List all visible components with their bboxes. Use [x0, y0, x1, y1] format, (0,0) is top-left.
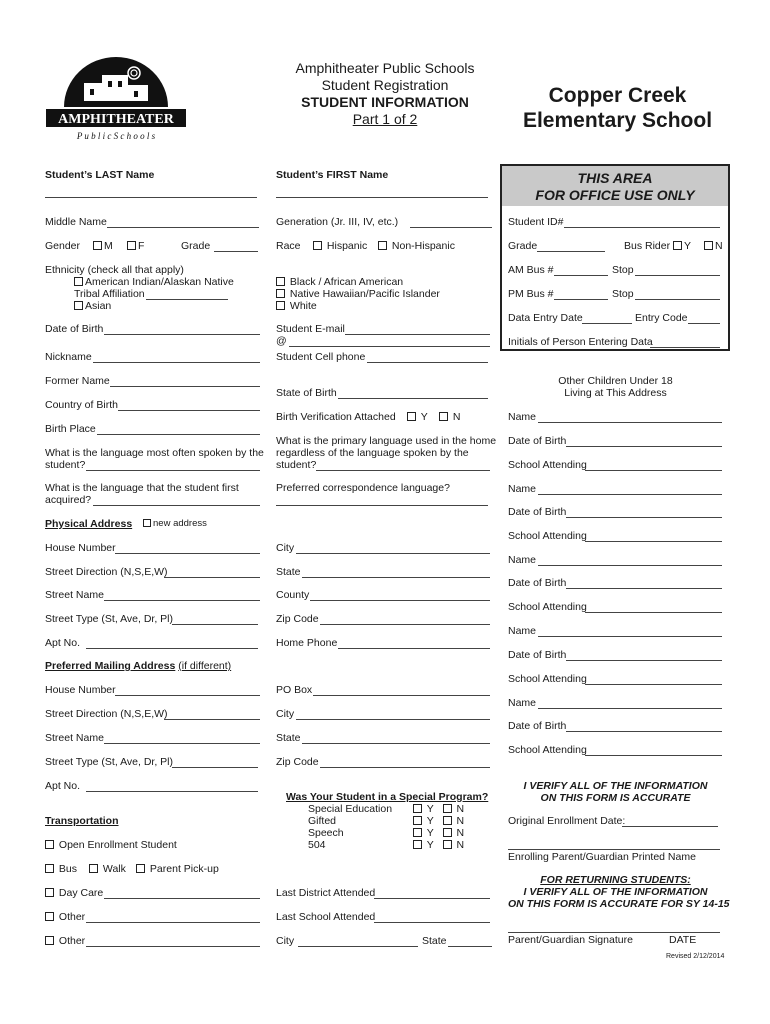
email-at: @	[276, 335, 287, 347]
child1-name-label: Name	[508, 411, 537, 423]
speech-no-checkbox[interactable]	[443, 828, 452, 837]
city-label: City	[276, 542, 295, 554]
school-name-line1: Copper Creek	[548, 84, 687, 107]
ethnicity-label: Ethnicity (check all that apply)	[45, 264, 184, 276]
child1-dob-input[interactable]	[566, 446, 722, 447]
child5-school-label: School Attending	[508, 744, 587, 756]
child5-dob-label: Date of Birth	[508, 720, 567, 732]
nickname-input[interactable]	[93, 362, 260, 363]
child2-dob-label: Date of Birth	[508, 506, 567, 518]
child1-school-input[interactable]	[585, 470, 722, 471]
program-special-ed: Special Education	[308, 803, 393, 815]
other-children-heading-1: Other Children Under 18	[558, 375, 673, 387]
asian-checkbox[interactable]	[74, 301, 83, 310]
gender-m-checkbox[interactable]	[93, 241, 102, 250]
physical-address-heading: Physical Address	[45, 518, 133, 530]
gifted-yes-checkbox[interactable]	[413, 816, 422, 825]
signature-date-label: DATE	[669, 934, 697, 946]
child3-dob-label: Date of Birth	[508, 577, 567, 589]
po-box-input[interactable]	[313, 695, 490, 696]
language-spoken-label-1: What is the language most often spoken by the	[45, 447, 264, 459]
mail-city-label: City	[276, 708, 295, 720]
language-first-label-1: What is the language that the student first	[45, 482, 239, 494]
gender-field: Gender	[45, 240, 81, 252]
form-title: STUDENT INFORMATION	[301, 94, 469, 110]
race-label: Race	[276, 240, 301, 252]
last-name-label: Student’s LAST Name	[45, 169, 155, 181]
parent-pickup-checkbox[interactable]	[136, 864, 145, 873]
gender-f: F	[127, 240, 144, 252]
country-of-birth-label: Country of Birth	[45, 399, 118, 411]
former-name-label: Former Name	[45, 375, 110, 387]
child1-name-input[interactable]	[538, 422, 722, 423]
pm-bus-line	[554, 299, 608, 300]
tribal-affiliation-label: Tribal Affiliation	[74, 288, 145, 300]
american-indian-option: American Indian/Alaskan Native	[74, 276, 234, 288]
verify-heading-2: ON THIS FORM IS ACCURATE	[540, 792, 691, 804]
child4-school-label: School Attending	[508, 673, 587, 685]
day-care-option: Day Care	[45, 887, 103, 899]
cell-phone-label: Student Cell phone	[276, 351, 366, 363]
tribal-affiliation-input[interactable]	[146, 299, 228, 300]
mail-street-type-label: Street Type (St, Ave, Dr, Pl)	[45, 756, 173, 768]
county-label: County	[276, 589, 310, 601]
street-direction-label: Street Direction (N,S,E,W)	[45, 566, 168, 578]
office-grade-label: Grade	[508, 240, 538, 252]
child4-dob-label: Date of Birth	[508, 649, 567, 661]
child2-school-input[interactable]	[585, 541, 722, 542]
birth-place-input[interactable]	[97, 434, 260, 435]
bus-rider-field: Bus Rider Y	[624, 240, 692, 252]
language-first-input[interactable]	[93, 505, 260, 506]
language-spoken-label-2: student?	[45, 459, 86, 471]
birth-verification-label: Birth Verification Attached	[276, 411, 396, 423]
last-state-input[interactable]	[448, 946, 492, 947]
mail-street-name-label: Street Name	[45, 732, 104, 744]
walk-option: Walk	[89, 863, 126, 875]
child2-name-label: Name	[508, 483, 537, 495]
dob-input[interactable]	[104, 334, 260, 335]
last-city-label: City	[276, 935, 295, 947]
logo-subtitle: P u b l i c S c h o o l s	[76, 131, 156, 141]
entry-code-label: Entry Code	[635, 312, 688, 324]
mail-apt-no-label: Apt No.	[45, 780, 81, 792]
county-input[interactable]	[310, 600, 490, 601]
entry-code-line	[688, 323, 720, 324]
correspondence-input[interactable]	[276, 505, 488, 506]
signature-input[interactable]	[508, 932, 720, 933]
middle-name-label: Middle Name	[45, 216, 107, 228]
district-name: Amphitheater Public Schools	[295, 60, 475, 76]
pm-bus-label: PM Bus #	[508, 288, 554, 300]
gender-f-checkbox[interactable]	[127, 241, 136, 250]
street-name-input[interactable]	[104, 600, 260, 601]
enrolling-parent-label: Enrolling Parent/Guardian Printed Name	[508, 851, 696, 863]
other-input-1[interactable]	[86, 922, 260, 923]
home-phone-input[interactable]	[338, 648, 490, 649]
signature-label: Parent/Guardian Signature	[508, 934, 633, 946]
preferred-mailing-heading: Preferred Mailing Address (if different)	[45, 660, 232, 672]
birth-verification-yes: Y	[407, 411, 428, 423]
black-option: Black / African American	[276, 276, 403, 288]
am-bus-line	[554, 275, 608, 276]
state-of-birth-label: State of Birth	[276, 387, 337, 399]
special-program-heading: Was Your Student in a Special Program?	[286, 791, 489, 803]
hawaiian-checkbox[interactable]	[276, 289, 285, 298]
last-city-input[interactable]	[298, 946, 418, 947]
home-language-label-3: student?	[276, 459, 317, 471]
home-language-label-1: What is the primary language used in the home	[276, 435, 497, 447]
home-phone-label: Home Phone	[276, 637, 338, 649]
cell-phone-input[interactable]	[367, 362, 488, 363]
other-checkbox-1[interactable]	[45, 912, 54, 921]
child3-school-input[interactable]	[585, 612, 722, 613]
first-name-input[interactable]	[276, 197, 488, 198]
open-enrollment-checkbox[interactable]	[45, 840, 54, 849]
other-input-2[interactable]	[86, 946, 260, 947]
mail-street-type-input[interactable]	[172, 767, 258, 768]
white-option: White	[276, 300, 317, 312]
mail-zip-label: Zip Code	[276, 756, 319, 768]
last-school-label: Last School Attended	[276, 911, 376, 923]
revised-date: Revised 2/12/2014	[666, 953, 725, 960]
gifted-yn: Y N	[413, 815, 464, 827]
former-name-input[interactable]	[110, 386, 260, 387]
office-title-2: FOR OFFICE USE ONLY	[535, 187, 695, 203]
child1-dob-label: Date of Birth	[508, 435, 567, 447]
program-speech: Speech	[308, 827, 344, 839]
correspondence-label: Preferred correspondence language?	[276, 482, 450, 494]
504-yn: Y N	[413, 839, 464, 851]
am-stop-line	[635, 275, 720, 276]
apt-no-input[interactable]	[86, 648, 258, 649]
day-care-checkbox[interactable]	[45, 888, 54, 897]
new-address-option: new address	[143, 518, 207, 530]
child4-name-input[interactable]	[538, 636, 722, 637]
hispanic-checkbox[interactable]	[313, 241, 322, 250]
child5-name-input[interactable]	[538, 708, 722, 709]
state-input[interactable]	[302, 577, 490, 578]
birth-verification-no: N	[439, 411, 461, 423]
mail-house-number-label: House Number	[45, 684, 116, 696]
child4-school-input[interactable]	[585, 684, 722, 685]
speech-yn: Y N	[413, 827, 464, 839]
bus-checkbox[interactable]	[45, 864, 54, 873]
home-language-label-2: regardless of the language spoken by the	[276, 447, 469, 459]
white-checkbox[interactable]	[276, 301, 285, 310]
day-care-input[interactable]	[104, 898, 260, 899]
child4-name-label: Name	[508, 625, 537, 637]
walk-checkbox[interactable]	[89, 864, 98, 873]
child2-name-input[interactable]	[538, 494, 722, 495]
special-ed-yn: Y N	[413, 803, 464, 815]
child2-dob-input[interactable]	[566, 517, 722, 518]
child5-school-input[interactable]	[585, 755, 722, 756]
gifted-no-checkbox[interactable]	[443, 816, 452, 825]
last-state-label: State	[422, 935, 447, 947]
form-header	[270, 60, 500, 128]
american-indian-checkbox[interactable]	[74, 277, 83, 286]
child2-school-label: School Attending	[508, 530, 587, 542]
nickname-label: Nickname	[45, 351, 92, 363]
original-enrollment-label: Original Enrollment Date:	[508, 815, 626, 827]
special-ed-yes-checkbox[interactable]	[413, 804, 422, 813]
street-type-input[interactable]	[172, 624, 258, 625]
first-name-label: Student’s FIRST Name	[276, 169, 389, 181]
school-name-line2: Elementary School	[522, 109, 713, 132]
form-subtitle: Student Registration	[321, 77, 449, 93]
gender-m: M	[93, 240, 113, 252]
child1-school-label: School Attending	[508, 459, 587, 471]
email-domain-input[interactable]	[289, 346, 490, 347]
child3-name-input[interactable]	[538, 565, 722, 566]
mail-city-input[interactable]	[296, 719, 490, 720]
office-use-header	[502, 166, 728, 206]
other-children-heading-2: Living at This Address	[564, 387, 667, 399]
non-hispanic-checkbox[interactable]	[378, 241, 387, 250]
last-district-label: Last District Attended	[276, 887, 376, 899]
student-id-field[interactable]: Student ID#	[508, 216, 564, 228]
city-input[interactable]	[296, 553, 490, 554]
bus-rider-no: N	[704, 240, 723, 252]
bus-rider-no-checkbox[interactable]	[704, 241, 713, 250]
mail-zip-input[interactable]	[320, 767, 490, 768]
child5-dob-input[interactable]	[566, 731, 722, 732]
house-number-label: House Number	[45, 542, 116, 554]
504-no-checkbox[interactable]	[443, 840, 452, 849]
initials-label: Initials of Person Entering Data	[508, 336, 653, 348]
office-title-1: THIS AREA	[577, 170, 653, 186]
birth-place-label: Birth Place	[45, 423, 96, 435]
black-checkbox[interactable]	[276, 277, 285, 286]
zip-label: Zip Code	[276, 613, 319, 625]
house-number-input[interactable]	[115, 553, 260, 554]
birth-verification-no-checkbox[interactable]	[439, 412, 448, 421]
am-stop-label: Stop	[612, 264, 634, 276]
bus-option: Bus	[45, 863, 77, 875]
special-ed-no-checkbox[interactable]	[443, 804, 452, 813]
country-of-birth-input[interactable]	[118, 410, 260, 411]
non-hispanic-option: Non-Hispanic	[378, 240, 455, 252]
original-enrollment-input[interactable]	[622, 826, 718, 827]
logo-wordmark: AMPHITHEATER	[58, 112, 174, 127]
middle-name-input[interactable]	[107, 227, 259, 228]
child5-name-label: Name	[508, 697, 537, 709]
home-language-input[interactable]	[316, 470, 490, 471]
mail-street-direction-label: Street Direction (N,S,E,W)	[45, 708, 168, 720]
mail-street-direction-input[interactable]	[164, 719, 260, 720]
language-first-label-2: acquired?	[45, 494, 92, 506]
child4-dob-input[interactable]	[566, 660, 722, 661]
school-name	[510, 83, 725, 133]
office-grade-line	[537, 251, 605, 252]
verify-heading-4: ON THIS FORM IS ACCURATE FOR SY 14-15	[508, 898, 730, 910]
program-gifted: Gifted	[308, 815, 337, 827]
bus-rider-yes-checkbox[interactable]	[673, 241, 682, 250]
email-input[interactable]	[345, 334, 490, 335]
mail-street-name-input[interactable]	[104, 743, 260, 744]
hawaiian-option: Native Hawaiian/Pacific Islander	[276, 288, 440, 300]
data-entry-date-line	[582, 323, 632, 324]
zip-input[interactable]	[320, 624, 490, 625]
last-school-input[interactable]	[374, 922, 490, 923]
dob-label: Date of Birth	[45, 323, 104, 335]
enrolling-parent-input[interactable]	[508, 849, 720, 850]
transportation-heading: Transportation	[45, 815, 119, 827]
language-spoken-input[interactable]	[86, 470, 260, 471]
mail-state-label: State	[276, 732, 301, 744]
pm-stop-label: Stop	[612, 288, 634, 300]
verify-heading-3: I VERIFY ALL OF THE INFORMATION	[523, 886, 708, 898]
other-checkbox-2[interactable]	[45, 936, 54, 945]
verify-heading-1: I VERIFY ALL OF THE INFORMATION	[523, 780, 708, 792]
child3-school-label: School Attending	[508, 601, 587, 613]
generation-input[interactable]	[410, 227, 492, 228]
504-yes-checkbox[interactable]	[413, 840, 422, 849]
parent-pickup-option: Parent Pick-up	[136, 863, 219, 875]
other-option-2: Other	[45, 935, 85, 947]
pm-stop-line	[635, 299, 720, 300]
street-name-label: Street Name	[45, 589, 104, 601]
child3-name-label: Name	[508, 554, 537, 566]
am-bus-label: AM Bus #	[508, 264, 554, 276]
last-district-input[interactable]	[374, 898, 490, 899]
student-id-line	[564, 227, 720, 228]
birth-verification-yes-checkbox[interactable]	[407, 412, 416, 421]
email-label: Student E-mail	[276, 323, 345, 335]
data-entry-date-label: Data Entry Date	[508, 312, 583, 324]
speech-yes-checkbox[interactable]	[413, 828, 422, 837]
last-name-input[interactable]	[45, 197, 257, 198]
mail-house-number-input[interactable]	[115, 695, 260, 696]
amphitheater-logo	[46, 55, 186, 143]
asian-option: Asian	[74, 300, 111, 312]
street-type-label: Street Type (St, Ave, Dr, Pl)	[45, 613, 173, 625]
po-box-label: PO Box	[276, 684, 313, 696]
grade-input[interactable]	[214, 251, 258, 252]
generation-label: Generation (Jr. III, IV, etc.)	[276, 216, 399, 228]
form-part: Part 1 of 2	[352, 111, 418, 127]
grade-label: Grade	[181, 240, 211, 252]
state-label: State	[276, 566, 301, 578]
hispanic-option: Hispanic	[313, 240, 367, 252]
state-of-birth-input[interactable]	[338, 398, 488, 399]
new-address-checkbox[interactable]	[143, 519, 151, 527]
open-enrollment-option: Open Enrollment Student	[45, 839, 177, 851]
initials-line	[650, 347, 720, 348]
other-option-1: Other	[45, 911, 85, 923]
mail-apt-no-input[interactable]	[86, 791, 258, 792]
apt-no-label: Apt No.	[45, 637, 81, 649]
returning-heading: FOR RETURNING STUDENTS:	[540, 874, 691, 886]
child3-dob-input[interactable]	[566, 588, 722, 589]
street-direction-input[interactable]	[164, 577, 260, 578]
program-504: 504	[308, 839, 326, 851]
mail-state-input[interactable]	[302, 743, 490, 744]
